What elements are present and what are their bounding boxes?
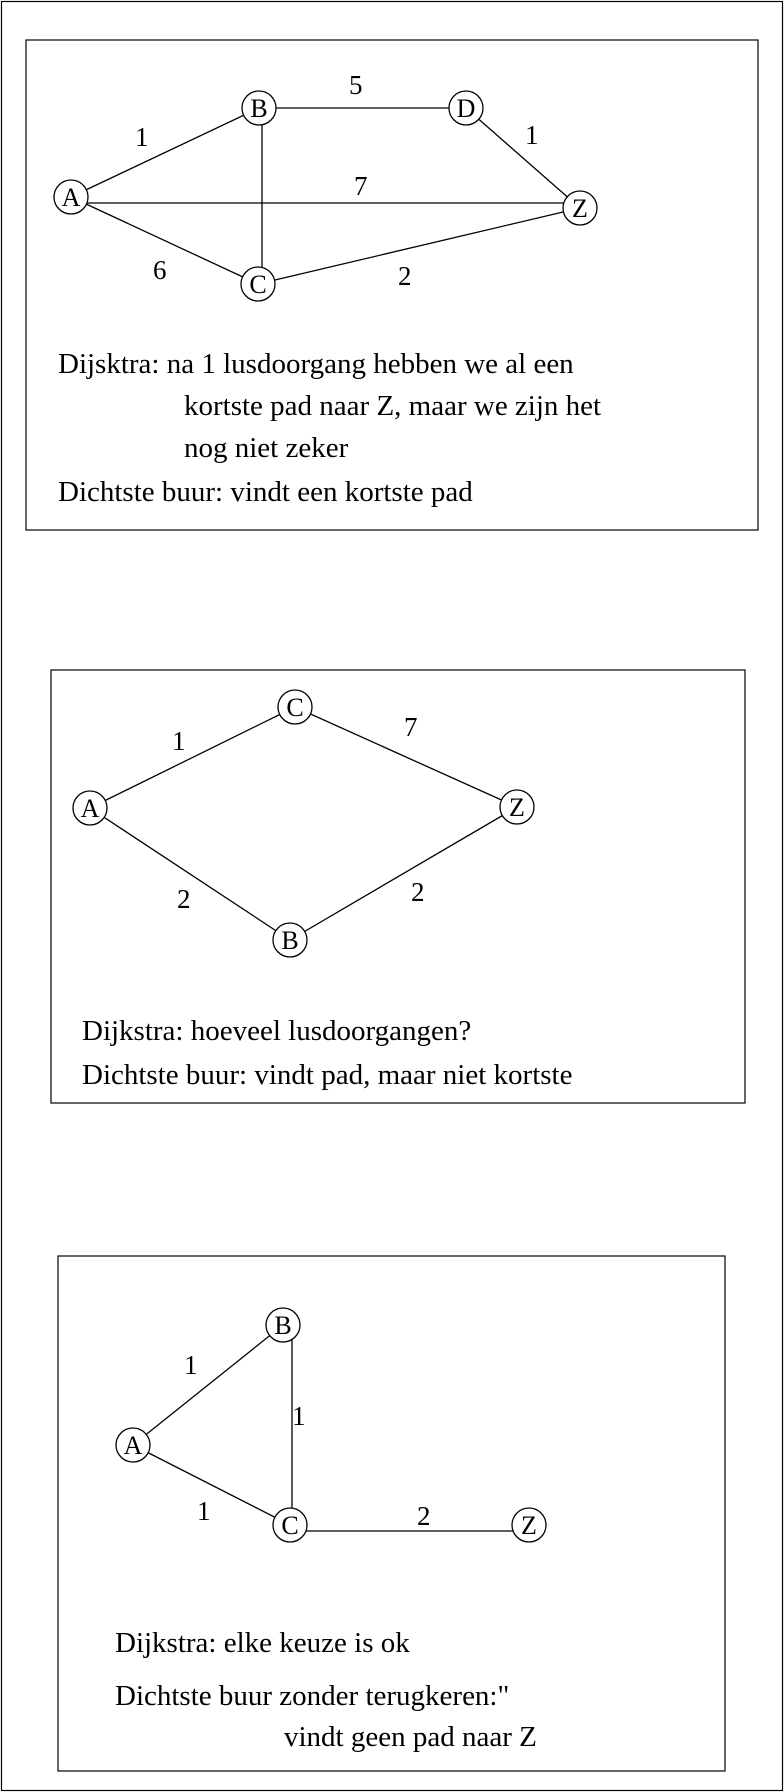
- node-a: [116, 1428, 150, 1462]
- weight-a-c: 6: [153, 255, 167, 285]
- caption-line-1: Dijsktra: na 1 lusdoorgang hebben we al een: [58, 348, 574, 380]
- svg-text:Z: Z: [572, 194, 588, 223]
- caption-line-1: Dijkstra: elke keuze is ok: [115, 1627, 410, 1659]
- weight-d-z: 1: [525, 120, 539, 150]
- svg-text:Z: Z: [509, 793, 525, 822]
- caption-line-2: Dichtste buur: vindt pad, maar niet kortste: [82, 1059, 573, 1091]
- svg-text:B: B: [281, 926, 299, 955]
- edge-d-z: [466, 108, 580, 208]
- weight-c-z: 7: [404, 712, 418, 742]
- page-border: [2, 2, 783, 1791]
- caption-line-2: Dichtste buur zonder terugkeren:": [115, 1680, 510, 1712]
- panel-3-caption: [115, 1627, 537, 1753]
- weight-a-z: 7: [354, 171, 368, 201]
- panel-2-edges: [90, 707, 517, 940]
- panel-3: [58, 1256, 725, 1771]
- edge-a-b: [71, 108, 259, 197]
- svg-text:A: A: [123, 1431, 143, 1460]
- node-z: [512, 1508, 546, 1542]
- node-z: [563, 191, 597, 225]
- caption-line-4: Dichtste buur: vindt een kortste pad: [58, 476, 473, 508]
- panel-2: [51, 670, 745, 1103]
- caption-line-2: kortste pad naar Z, maar we zijn het: [184, 390, 602, 422]
- node-c: [278, 690, 312, 724]
- edge-a-b: [133, 1325, 283, 1445]
- node-b: [266, 1308, 300, 1342]
- edge-c-z: [258, 208, 580, 284]
- node-b: [273, 923, 307, 957]
- weight-c-z: 2: [417, 1501, 431, 1531]
- svg-text:C: C: [286, 693, 304, 722]
- svg-text:D: D: [456, 94, 476, 123]
- svg-text:B: B: [250, 94, 268, 123]
- weight-b-z: 2: [411, 877, 425, 907]
- panel-3-weights: [184, 1350, 431, 1531]
- node-z: [500, 790, 534, 824]
- caption-line-3: nog niet zeker: [184, 432, 349, 464]
- weight-b-c: 1: [292, 1401, 306, 1431]
- svg-text:C: C: [249, 270, 267, 299]
- panel-2-caption: [82, 1015, 572, 1091]
- weight-a-c: 1: [197, 1496, 211, 1526]
- node-a: [54, 180, 88, 214]
- weight-a-b: 2: [177, 884, 191, 914]
- node-c: [241, 267, 275, 301]
- panel-2-nodes: [73, 690, 534, 957]
- weight-a-b: 1: [184, 1350, 198, 1380]
- node-b: [242, 91, 276, 125]
- panel-1-frame: [26, 40, 758, 530]
- weight-b-d: 5: [349, 70, 363, 100]
- svg-text:A: A: [80, 794, 100, 823]
- caption-line-3: vindt geen pad naar Z: [284, 1721, 537, 1753]
- svg-text:A: A: [61, 183, 81, 212]
- panel-3-nodes: [116, 1308, 546, 1542]
- node-d: [449, 91, 483, 125]
- svg-text:Z: Z: [521, 1511, 537, 1540]
- svg-text:B: B: [274, 1311, 292, 1340]
- weight-c-z: 2: [398, 261, 412, 291]
- weight-a-c: 1: [172, 726, 186, 756]
- edge-a-c: [90, 707, 295, 808]
- edge-b-z: [290, 807, 517, 940]
- panel-1: [26, 40, 758, 530]
- edge-a-b: [90, 808, 290, 940]
- weight-a-b: 1: [135, 122, 149, 152]
- node-c: [273, 1508, 307, 1542]
- panel-1-caption: [58, 348, 601, 508]
- node-a: [73, 791, 107, 825]
- caption-line-1: Dijkstra: hoeveel lusdoorgangen?: [82, 1015, 472, 1047]
- edge-a-c: [133, 1445, 290, 1525]
- svg-text:C: C: [281, 1511, 299, 1540]
